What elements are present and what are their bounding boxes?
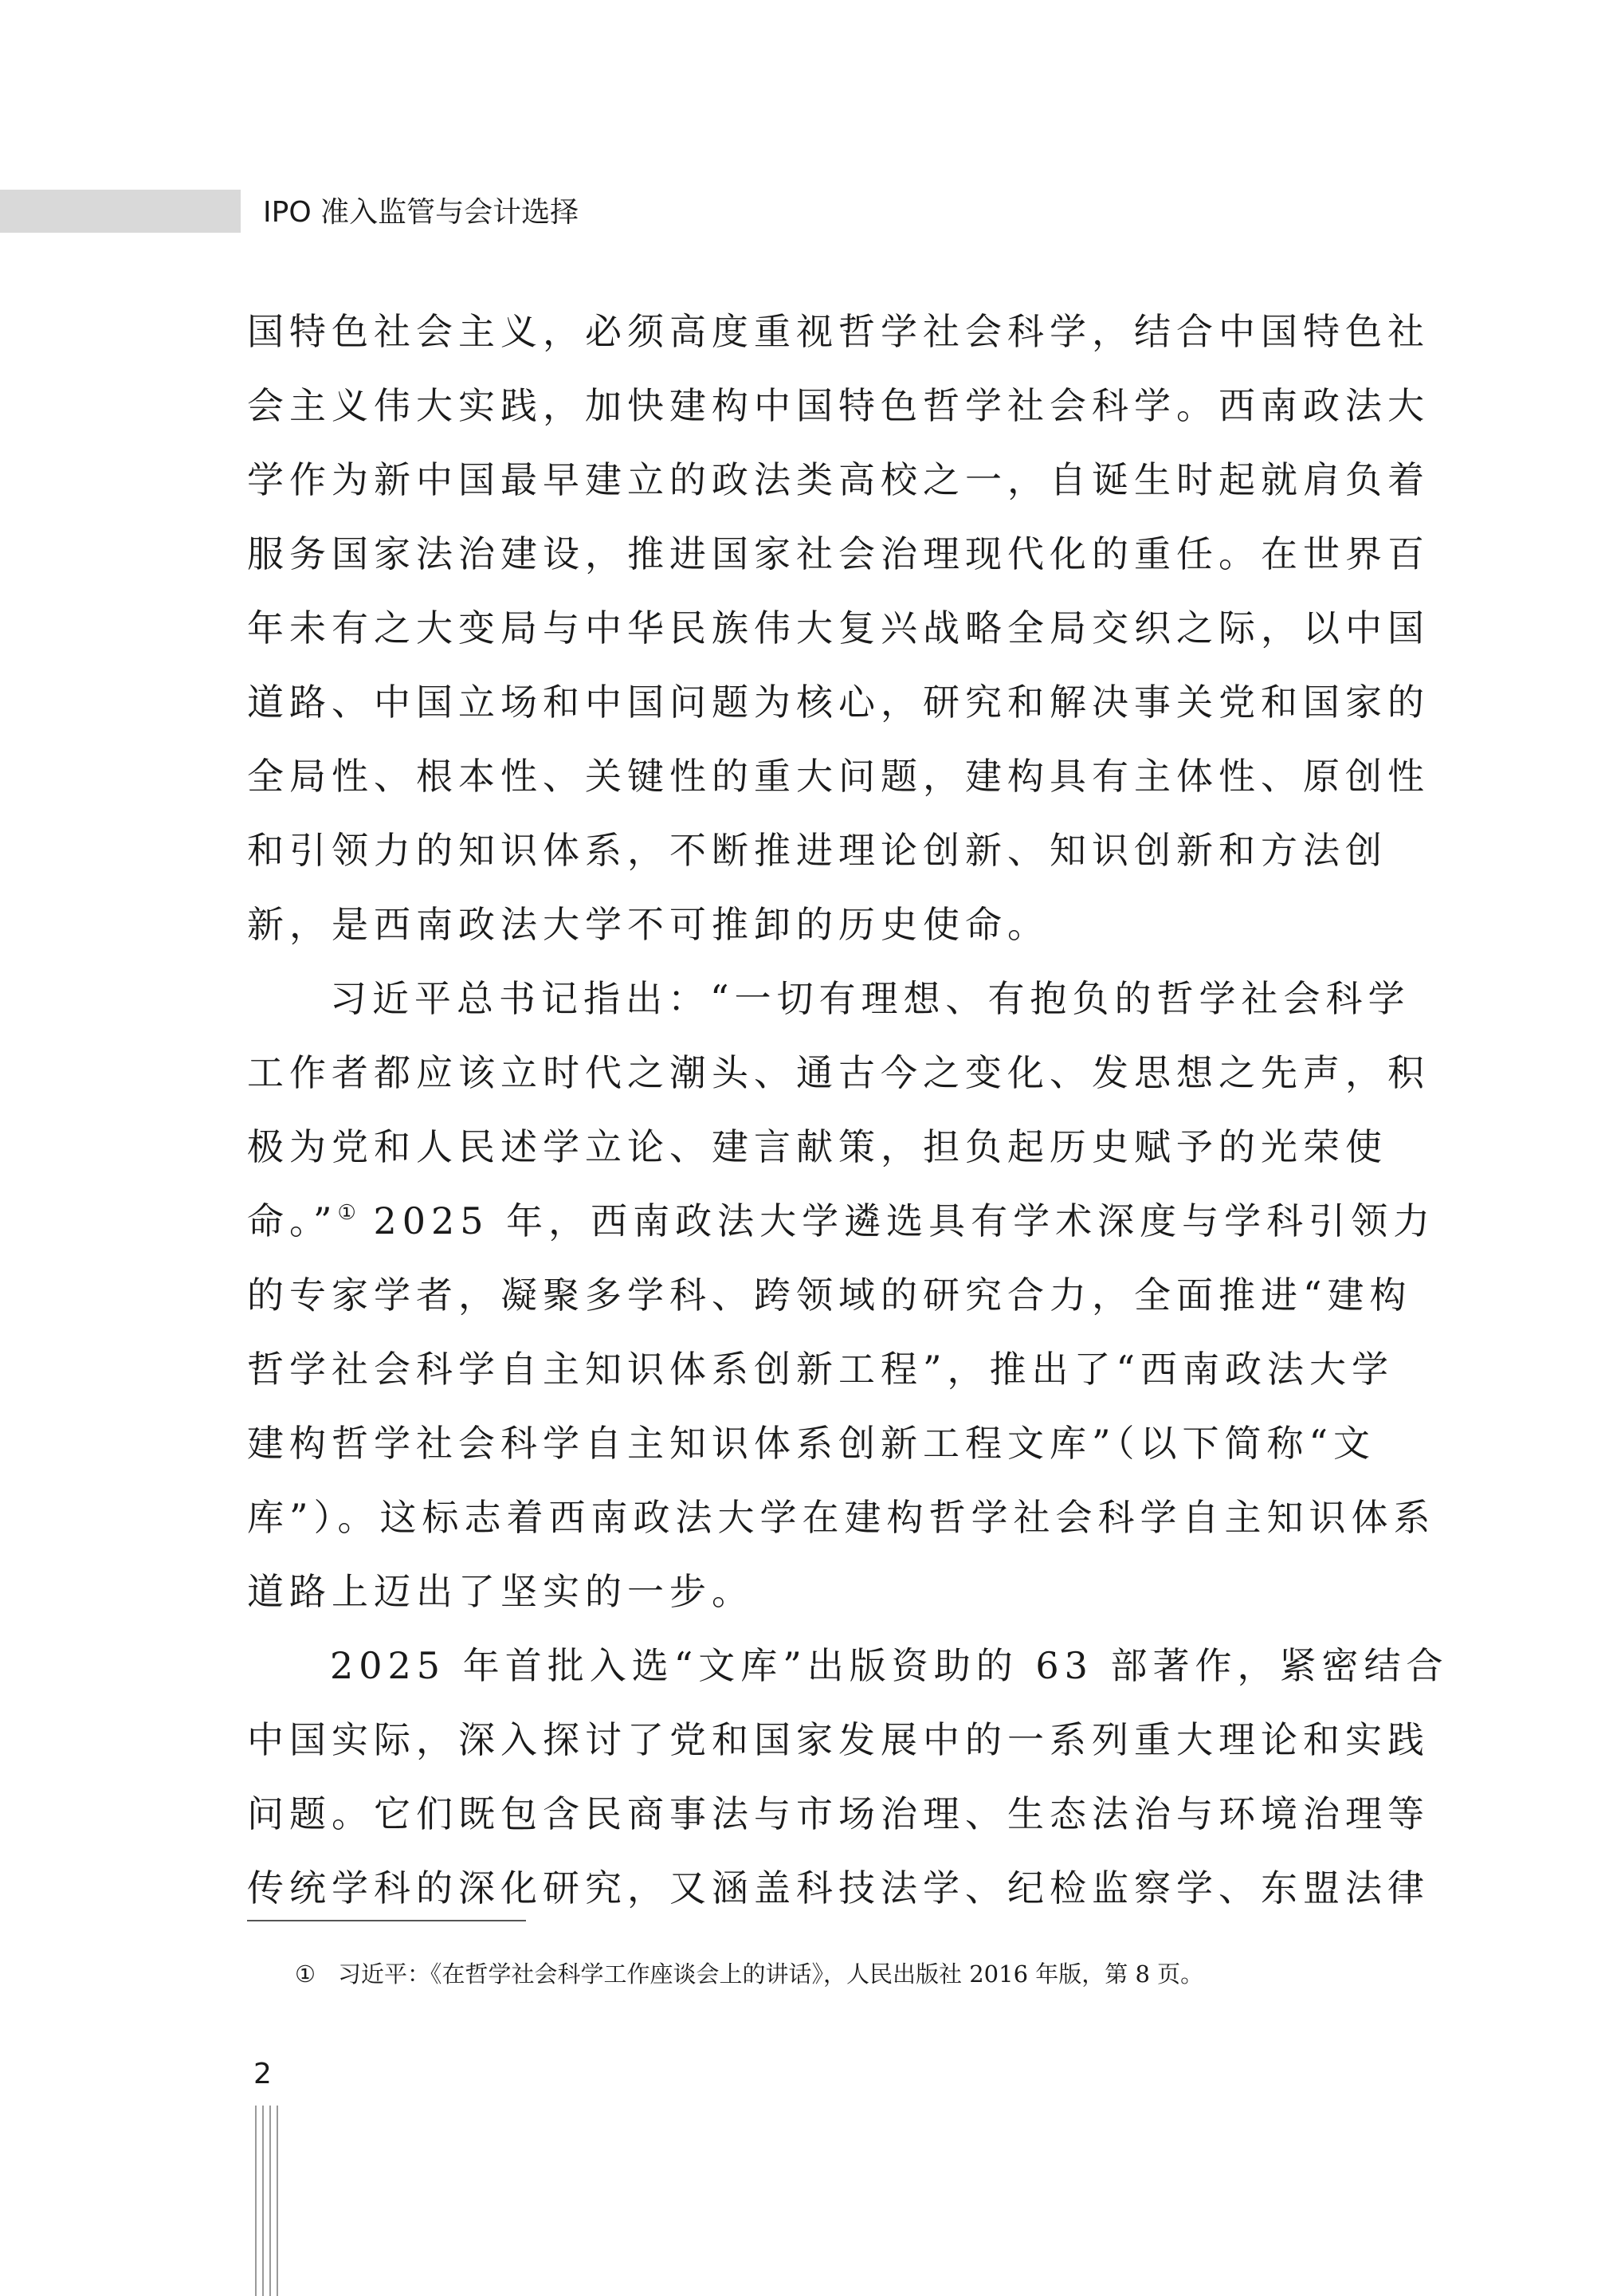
footnote-text: 习近平：《在哲学社会科学工作座谈会上的讲话》，人民出版社 2016 年版，第 8 页。 (338, 1960, 1204, 1988)
text-line: 服务国家法治建设，推进国家社会治理现代化的重任。在世界百 (247, 532, 1430, 575)
text-line: 哲学社会科学自主知识体系创新工程”，推出了“西南政法大学 (247, 1348, 1395, 1391)
margin-rule (255, 2106, 257, 2296)
text-line: 工作者都应该立时代之潮头、通古今之变化、发思想之先声，积 (247, 1051, 1430, 1094)
text-line: 的专家学者，凝聚多学科、跨领域的研究合力，全面推进“建构 (247, 1274, 1412, 1317)
margin-rule (277, 2106, 278, 2296)
body-text (247, 295, 1449, 1925)
text-line: 国特色社会主义，必须高度重视哲学社会科学，结合中国特色社 (247, 310, 1430, 353)
text-line: 库”）。这标志着西南政法大学在建构哲学社会科学自主知识体系 (247, 1496, 1436, 1539)
margin-rule (269, 2106, 271, 2296)
footnote-reference[interactable]: ① (337, 1201, 356, 1225)
text-line: 新，是西南政法大学不可推卸的历史使命。 (247, 903, 1050, 946)
text-line: 2025 年首批入选“文库”出版资助的 63 部著作，紧密结合 (330, 1644, 1449, 1687)
footnote-mark: ① (295, 1960, 316, 1988)
text-line: 学作为新中国最早建立的政法类高校之一，自诞生时起就肩负着 (247, 458, 1430, 501)
footnote (295, 1950, 1203, 1998)
text-line: 年未有之大变局与中华民族伟大复兴战略全局交织之际，以中国 (247, 606, 1430, 650)
text-line: 建构哲学社会科学自主知识体系创新工程文库”（以下简称“文 (247, 1422, 1376, 1465)
text-line: 全局性、根本性、关键性的重大问题，建构具有主体性、原创性 (247, 755, 1430, 798)
text-line: 问题。它们既包含民商事法与市场治理、生态法治与环境治理等 (247, 1792, 1430, 1835)
text-line: 道路上迈出了坚实的一步。 (247, 1570, 754, 1613)
text-line: 中国实际，深入探讨了党和国家发展中的一系列重大理论和实践 (247, 1718, 1430, 1761)
margin-rule (262, 2106, 264, 2296)
text-line: 和引领力的知识体系，不断推进理论创新、知识创新和方法创 (247, 829, 1387, 872)
page-number: 2 (253, 2058, 272, 2090)
text-line: 道路、中国立场和中国问题为核心，研究和解决事关党和国家的 (247, 681, 1430, 724)
text-line: 极为党和人民述学立论、建言献策，担负起历史赋予的光荣使 (247, 1125, 1387, 1168)
text-segment: 2025 年，西南政法大学遴选具有学术深度与学科引领力 (355, 1199, 1436, 1242)
text-line: 习近平总书记指出：“一切有理想、有抱负的哲学社会科学 (330, 977, 1411, 1020)
text-line: 传统学科的深化研究，又涵盖科技法学、纪检监察学、东盟法律 (247, 1866, 1430, 1909)
text-line: 会主义伟大实践，加快建构中国特色哲学社会科学。西南政法大 (247, 384, 1430, 427)
text-segment: 命。” (247, 1199, 338, 1242)
text-line-with-footnote-ref (247, 1184, 1436, 1258)
footnote-divider (247, 1920, 526, 1921)
running-head-band (0, 190, 241, 233)
running-head-title: IPO 准入监管与会计选择 (263, 196, 579, 229)
